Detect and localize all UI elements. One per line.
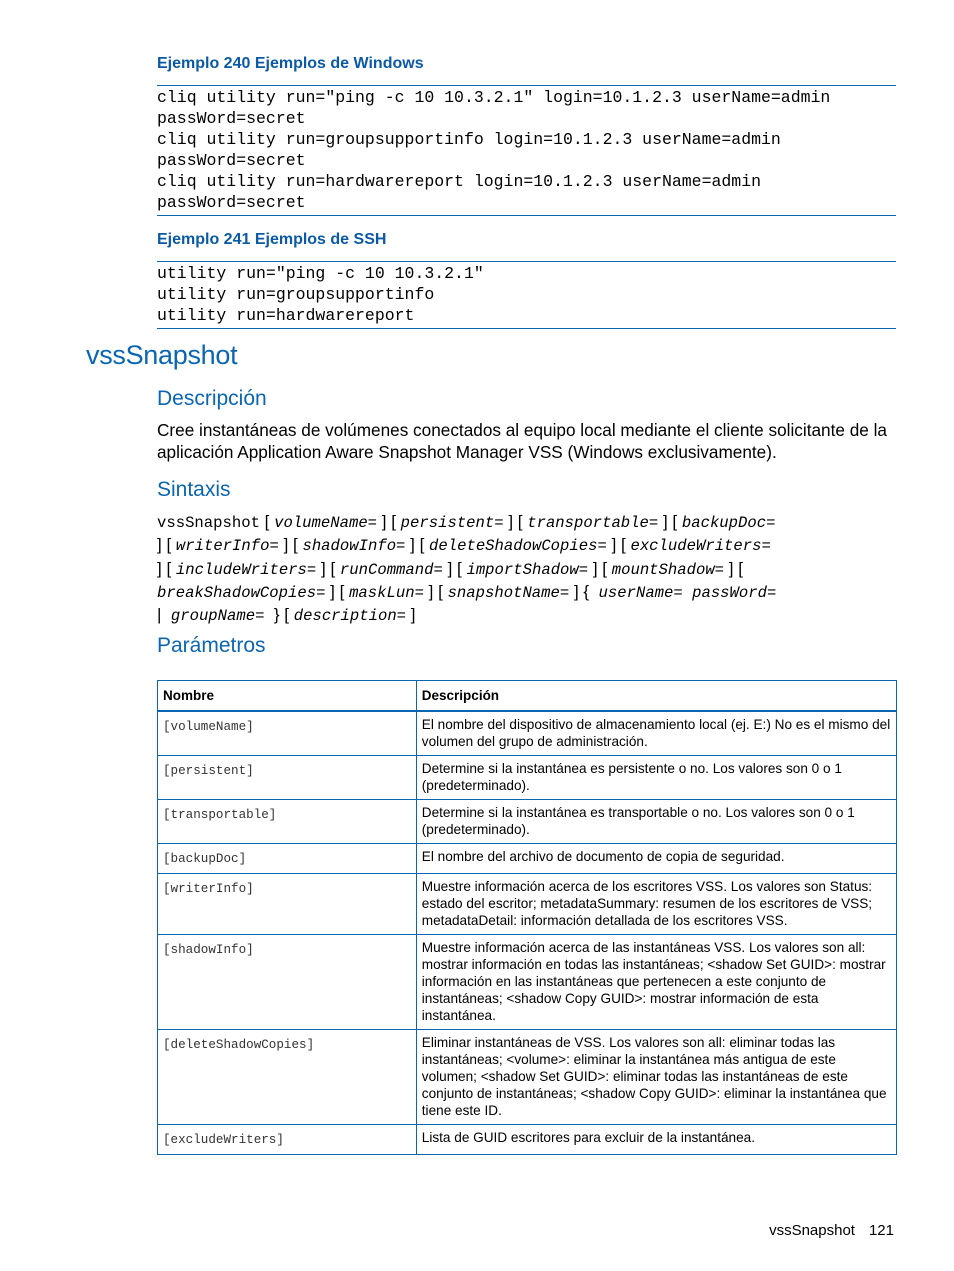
parameters-heading: Parámetros (157, 634, 266, 657)
example-241-code (157, 261, 896, 329)
syntax-delimiter: ] (406, 605, 416, 625)
syntax-parameter: description= (293, 607, 407, 626)
syntax-parameter: snapshotName= (447, 583, 570, 602)
syntax-delimiter: ] { (569, 581, 599, 601)
syntax-delimiter: ] [ (503, 512, 528, 531)
page-number: 121 (868, 1222, 894, 1239)
code-line: utility run="ping -c 10 10.3.2.1" (157, 264, 484, 283)
syntax-parameter: deleteShadowCopies= (429, 537, 607, 556)
syntax-parameter: maskLun= (349, 583, 424, 602)
syntax-delimiter: ] [ (423, 581, 448, 601)
table-row (158, 800, 897, 844)
syntax-delimiter: ] [ (316, 558, 340, 578)
syntax-parameter: breakShadowCopies= (157, 583, 326, 602)
code-line: utility run=groupsupportinfo (157, 285, 435, 304)
syntax-delimiter: } [ (264, 605, 294, 625)
syntax-parameter: importShadow= (466, 560, 589, 579)
section-title: vssSnapshot (86, 340, 238, 370)
parameter-description: Muestre información acerca de los escritores VSS. Los valores son Status: estado del escritor; metadataSummary: resumen de los escritores de VSS; metadataDetail: información detallada de los escritores VSS. (416, 874, 896, 935)
example-241-title: Ejemplo 241 Ejemplos de SSH (157, 231, 387, 248)
syntax-delimiter: | (157, 605, 171, 625)
code-line: cliq utility run="ping -c 10 10.3.2.1" login=10.1.2.3 userName=admin (157, 88, 831, 107)
description-heading: Descripción (157, 387, 267, 410)
parameter-description: Eliminar instantáneas de VSS. Los valores son all: eliminar todas las instantáneas; <volume>: eliminar la instantánea más antigua de este volumen; <shadow Set GUID>: eliminar todas las instantáneas de este conjunto de instantáneas; <shadow Copy GUID>: eliminar la instantánea que tiene este ID. (416, 1030, 896, 1125)
parameter-description: Determine si la instantánea es transportable o no. Los valores son 0 o 1 (predeterminado). (416, 800, 896, 844)
syntax-parameter: runCommand= (339, 560, 443, 579)
description-text: Cree instantáneas de volúmenes conectados al equipo local mediante el cliente solicitante de la aplicación Application Aware Snapshot Manager VSS (Windows exclusivamente). (157, 420, 887, 462)
parameter-description: El nombre del archivo de documento de copia de seguridad. (416, 844, 896, 874)
syntax-delimiter: ] [ (157, 558, 176, 578)
syntax-parameter: includeWriters= (175, 560, 317, 579)
table-header-row (158, 681, 897, 712)
code-line: passWord=secret (157, 151, 306, 170)
code-line: passWord=secret (157, 109, 306, 128)
parameter-description: Lista de GUID escritores para excluir de la instantánea. (416, 1125, 896, 1155)
parameter-description: Muestre información acerca de las instantáneas VSS. Los valores son all: mostrar información en todas las instantáneas; <shadow Set GUID>: mostrar información en las instantáneas que pertenecen a este conjunto de instantáneas; <shadow Copy GUID>: mostrar información de esta instantánea. (416, 935, 896, 1030)
syntax-line (157, 604, 902, 627)
parameter-name: [volumeName] (158, 711, 417, 756)
example-240-code (157, 85, 896, 216)
syntax-line (157, 511, 902, 534)
syntax-line (157, 558, 902, 581)
parameter-name: [shadowInfo] (158, 935, 417, 1030)
example-240-title: Ejemplo 240 Ejemplos de Windows (157, 55, 424, 72)
syntax-delimiter: ] [ (325, 581, 350, 601)
syntax-delimiter: ] [ (157, 535, 176, 555)
syntax-parameter: transportable= (527, 514, 659, 532)
syntax-parameter: backupDoc= (681, 514, 776, 532)
table-row (158, 756, 897, 800)
syntax-parameter: volumeName= (274, 514, 378, 532)
syntax-parameter: userName= passWord= (598, 583, 777, 602)
syntax-delimiter: ] [ (606, 535, 631, 555)
column-header-description: Descripción (416, 681, 896, 712)
parameter-name: [deleteShadowCopies] (158, 1030, 417, 1125)
table-row (158, 935, 897, 1030)
syntax-parameter: persistent= (400, 514, 504, 532)
table-row (158, 711, 897, 756)
syntax-delimiter: [ (259, 512, 275, 531)
syntax-parameter: mountShadow= (611, 560, 725, 579)
syntax-block (157, 511, 902, 627)
table-row (158, 1125, 897, 1155)
syntax-parameter: excludeWriters= (630, 537, 771, 556)
syntax-parameter: writerInfo= (175, 537, 279, 556)
parameter-name: [backupDoc] (158, 844, 417, 874)
code-line: cliq utility run=groupsupportinfo login=10.1.2.3 userName=admin (157, 130, 781, 149)
footer-label: vssSnapshot (769, 1222, 855, 1239)
table-row (158, 874, 897, 935)
parameter-name: [persistent] (158, 756, 417, 800)
syntax-delimiter: ] [ (377, 512, 401, 531)
syntax-parameter: groupName= (170, 607, 265, 626)
table-row (158, 844, 897, 874)
syntax-delimiter: ] [ (442, 558, 467, 578)
parameter-description: Determine si la instantánea es persistente o no. Los valores son 0 o 1 (predeterminado). (416, 756, 896, 800)
parameter-name: [writerInfo] (158, 874, 417, 935)
syntax-command: vssSnapshot (157, 514, 260, 532)
syntax-parameter: shadowInfo= (302, 537, 406, 556)
parameter-description: El nombre del dispositivo de almacenamiento local (ej. E:) No es el mismo del volumen del grupo de administración. (416, 711, 896, 756)
syntax-delimiter: ] [ (658, 512, 682, 531)
code-line: passWord=secret (157, 193, 306, 212)
syntax-delimiter: ] [ (588, 558, 612, 578)
syntax-heading: Sintaxis (157, 478, 231, 501)
page-footer (769, 1222, 894, 1239)
code-line: cliq utility run=hardwarereport login=10.1.2.3 userName=admin (157, 172, 761, 191)
parameter-name: [transportable] (158, 800, 417, 844)
table-row (158, 1030, 897, 1125)
syntax-delimiter: ] [ (405, 535, 430, 555)
syntax-delimiter: ] [ (724, 558, 743, 578)
syntax-delimiter: ] [ (278, 535, 303, 555)
column-header-name: Nombre (158, 681, 417, 712)
syntax-line (157, 581, 902, 604)
syntax-line (157, 534, 902, 557)
parameter-name: [excludeWriters] (158, 1125, 417, 1155)
code-line: utility run=hardwarereport (157, 306, 415, 325)
parameters-table (157, 680, 897, 1155)
